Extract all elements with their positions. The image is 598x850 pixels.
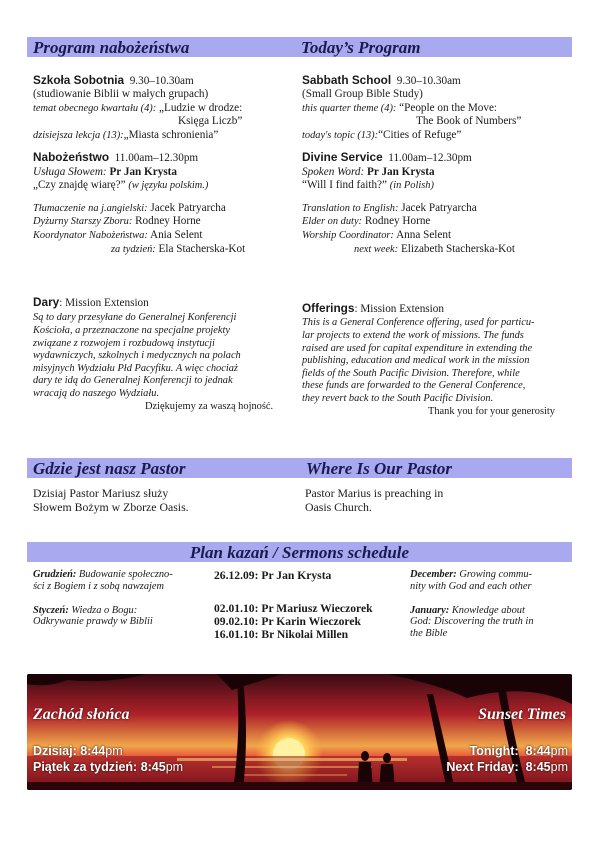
pastor-header-band — [27, 458, 572, 478]
divine-service-time: 11.00am–12.30pm — [388, 152, 472, 165]
program-header-band — [27, 37, 572, 57]
offerings-text — [33, 312, 295, 400]
translation-value: Jacek Patryarcha — [150, 201, 226, 214]
sunset-today-time: 8:44 — [80, 744, 106, 758]
coordinator-label: Worship Coordinator: — [302, 230, 394, 241]
december-text-2: ści z Bogiem i z sobą nawzajem — [33, 580, 165, 592]
sabbath-school-time: 9.30–10.30am — [396, 75, 461, 87]
january-label: January: — [410, 604, 450, 616]
sunset-today-label: Dzisiaj: — [33, 744, 77, 758]
sermon-date: 26.12.09: — [214, 569, 259, 582]
sermons-pl-themes — [33, 569, 211, 628]
sunset-title-pl: Zachód słońca — [33, 706, 130, 723]
theme-value-1: „Ludzie w drodze: — [159, 101, 243, 114]
offerings-subheading: : Mission Extension — [59, 297, 149, 309]
theme-value-2: The Book of Numbers” — [416, 115, 522, 128]
offerings-text-line: publishing, education and medical work in the mission — [302, 355, 530, 367]
january-label: Styczeń: — [33, 604, 69, 616]
coordinator-value: Ania Selent — [149, 229, 203, 241]
sermon-preacher: Pr Jan Krysta — [261, 569, 332, 582]
sermons-title: Plan kazań / Sermons schedule — [189, 543, 410, 562]
sabbath-school-heading: Szkoła Sobotnia — [33, 73, 125, 87]
sabbath-school-desc: (studiowanie Biblii w małych grupach) — [33, 88, 209, 101]
offerings-heading: Offerings — [302, 301, 355, 315]
topic-value: „Miasta schronienia” — [123, 128, 219, 141]
pastor-title-en: Where Is Our Pastor — [306, 459, 452, 478]
topic-value: “Cities of Refuge” — [378, 128, 462, 141]
spoken-word-value: Pr Jan Krysta — [367, 165, 435, 178]
offerings-text-line: związane z rozwojem i rozbudową instytucji — [33, 337, 215, 349]
sermon-date-row — [214, 615, 404, 628]
translation-label: Tłumaczenie na j.angielski: — [33, 202, 148, 214]
january-text-2: Odkrywanie prawdy w Biblii — [33, 616, 153, 628]
january-text-1: Knowledge about — [451, 604, 525, 616]
offerings-text-line: raised are used for capital expenditure in extending the — [302, 342, 533, 354]
sermon-date-row — [214, 569, 404, 582]
sunset-next-time: 8:45 — [140, 760, 166, 774]
pastor-title-pl: Gdzie jest nasz Pastor — [33, 459, 186, 478]
offerings-text-line: misyjnych Wydziału Płd Pacyfiku. A więc chociaż — [33, 362, 238, 374]
offerings-text-line: lar projects to extend the work of missions. The funds — [302, 330, 524, 341]
offerings-thanks: Thank you for your generosity — [428, 405, 555, 417]
program-title-en: Today’s Program — [301, 38, 421, 57]
elder-label: Dyżurny Starszy Zboru: — [33, 216, 133, 228]
offerings-text — [302, 317, 572, 405]
program-column-en — [302, 74, 572, 256]
sermon-preacher: Br Nikolai Millen — [261, 628, 349, 641]
theme-value-1: “People on the Move: — [399, 101, 498, 114]
pastor-text-line: Pastor Marius is preaching in — [305, 486, 444, 500]
spoken-word-label: Spoken Word: — [302, 165, 365, 178]
sermon-date: 02.01.10: — [214, 602, 259, 615]
offerings-text-line: they revert back to the South Pacific Division. — [302, 392, 494, 404]
offerings-text-line: these funds are forwarded to the General Conference, — [302, 380, 526, 392]
sermon-title: “Will I find faith?” — [302, 179, 387, 192]
theme-label: temat obecnego kwartału (4): — [33, 102, 157, 114]
elder-label: Elder on duty: — [302, 216, 363, 228]
pastor-text-pl — [33, 486, 293, 514]
next-week-label: next week: — [354, 243, 399, 255]
december-text-1: Budowanie społeczno- — [78, 569, 173, 580]
sermon-date: 16.01.10: — [214, 628, 259, 641]
translation-label: Translation to English: — [302, 202, 399, 214]
sunset-pm: pm — [550, 760, 568, 774]
theme-value-2: Księga Liczb” — [178, 115, 243, 128]
sermon-preacher: Pr Mariusz Wieczorek — [261, 602, 373, 615]
sabbath-school-desc: (Small Group Bible Study) — [302, 88, 423, 101]
spoken-word-label: Usługa Słowem: — [33, 165, 107, 178]
divine-service-heading: Divine Service — [302, 150, 383, 165]
offerings-text-line: This is a General Conference offering, used for particu- — [302, 317, 535, 329]
december-label: December: — [410, 569, 457, 580]
pastor-text-line: Słowem Bożym w Zborze Oasis. — [33, 500, 189, 514]
offerings-text-line: Kościoła, a przeznaczone na specjalne projekty — [33, 325, 231, 336]
sunset-next-label: Piątek za tydzień: — [33, 760, 138, 774]
sunset-title-en: Sunset Times — [478, 706, 566, 723]
sermon-date-row — [214, 628, 404, 641]
sunset-next-en — [446, 760, 568, 774]
pastor-text-line: Dzisiaj Pastor Mariusz służy — [33, 486, 169, 500]
sermon-preacher: Pr Karin Wieczorek — [261, 615, 361, 628]
january-text-1: Wiedza o Bogu: — [71, 604, 138, 616]
sunset-pm: pm — [105, 744, 123, 758]
next-week-value: Elizabeth Stacherska-Kot — [400, 242, 515, 255]
elder-value: Rodney Horne — [364, 215, 431, 228]
translation-value: Jacek Patryarcha — [401, 201, 477, 214]
sabbath-school-time: 9.30–10.30am — [129, 75, 194, 87]
pastor-text-line: Oasis Church. — [305, 500, 372, 514]
coordinator-label: Koordynator Nabożeństwa: — [33, 230, 148, 241]
spoken-word-value: Pr Jan Krysta — [109, 165, 177, 178]
sunset-panel — [27, 674, 572, 790]
sermon-note: (w języku polskim.) — [128, 180, 209, 192]
sunset-today-time: 8:44 — [525, 744, 551, 758]
divine-service-time: 11.00am–12.30pm — [114, 152, 199, 165]
sermon-note: (in Polish) — [389, 180, 434, 192]
elder-value: Rodney Horne — [135, 215, 201, 228]
sunset-today-en — [470, 744, 568, 758]
january-text-3: the Bible — [410, 628, 448, 640]
next-week-label: za tydzień: — [111, 243, 156, 255]
theme-label: this quarter theme (4): — [302, 102, 397, 114]
sunset-pm: pm — [165, 760, 184, 774]
december-text-1: Growing commu- — [459, 569, 532, 580]
divine-service-heading: Nabożeństwo — [33, 150, 110, 165]
offerings-en — [302, 302, 572, 418]
sunset-pm: pm — [550, 744, 568, 758]
december-text-2: nity with God and each other — [410, 580, 532, 592]
offerings-text-line: Są to dary przesyłane do Generalnej Konferencji — [33, 312, 237, 324]
december-label: Grudzień: — [33, 569, 77, 580]
sunset-today-label: Tonight: — [469, 744, 519, 758]
offerings-text-line: fields of the South Pacific Division. Therefore, while — [302, 367, 520, 379]
topic-label: today's topic (13): — [302, 129, 379, 141]
program-title-pl: Program nabożeństwa — [33, 38, 190, 57]
sunset-next-pl — [33, 760, 183, 774]
january-text-2: God: Discovering the truth in — [410, 616, 534, 628]
sermon-date: 09.02.10: — [214, 615, 259, 628]
offerings-text-line: dary te idą do Generalnej Konferencji to jednak — [33, 375, 233, 387]
offerings-subheading: : Mission Extension — [354, 303, 444, 315]
sunset-today-pl — [33, 744, 123, 758]
offerings-text-line: wydawniczych, szkolnych i medycznych na polach — [33, 350, 241, 362]
sermons-dates — [214, 569, 404, 641]
offerings-heading: Dary — [33, 295, 60, 309]
sermons-en-themes — [410, 569, 575, 640]
sabbath-school-heading: Sabbath School — [302, 73, 392, 87]
sunset-next-time: 8:45 — [525, 760, 551, 774]
offerings-text-line: wracają do naszego Wydziału. — [33, 387, 160, 399]
offerings-pl — [33, 296, 295, 413]
coordinator-value: Anna Selent — [396, 229, 452, 241]
sermon-title: „Czy znajdę wiarę?” — [33, 179, 126, 192]
sermon-date-row — [214, 602, 404, 615]
topic-label: dzisiejsza lekcja (13): — [33, 129, 124, 141]
offerings-thanks: Dziękujemy za waszą hojność. — [145, 400, 274, 412]
sermons-header-band — [27, 542, 572, 562]
program-column-pl — [33, 74, 295, 256]
next-week-value: Ela Stacherska-Kot — [158, 242, 246, 255]
sunset-next-label: Next Friday: — [446, 760, 519, 774]
pastor-text-en — [305, 486, 565, 514]
